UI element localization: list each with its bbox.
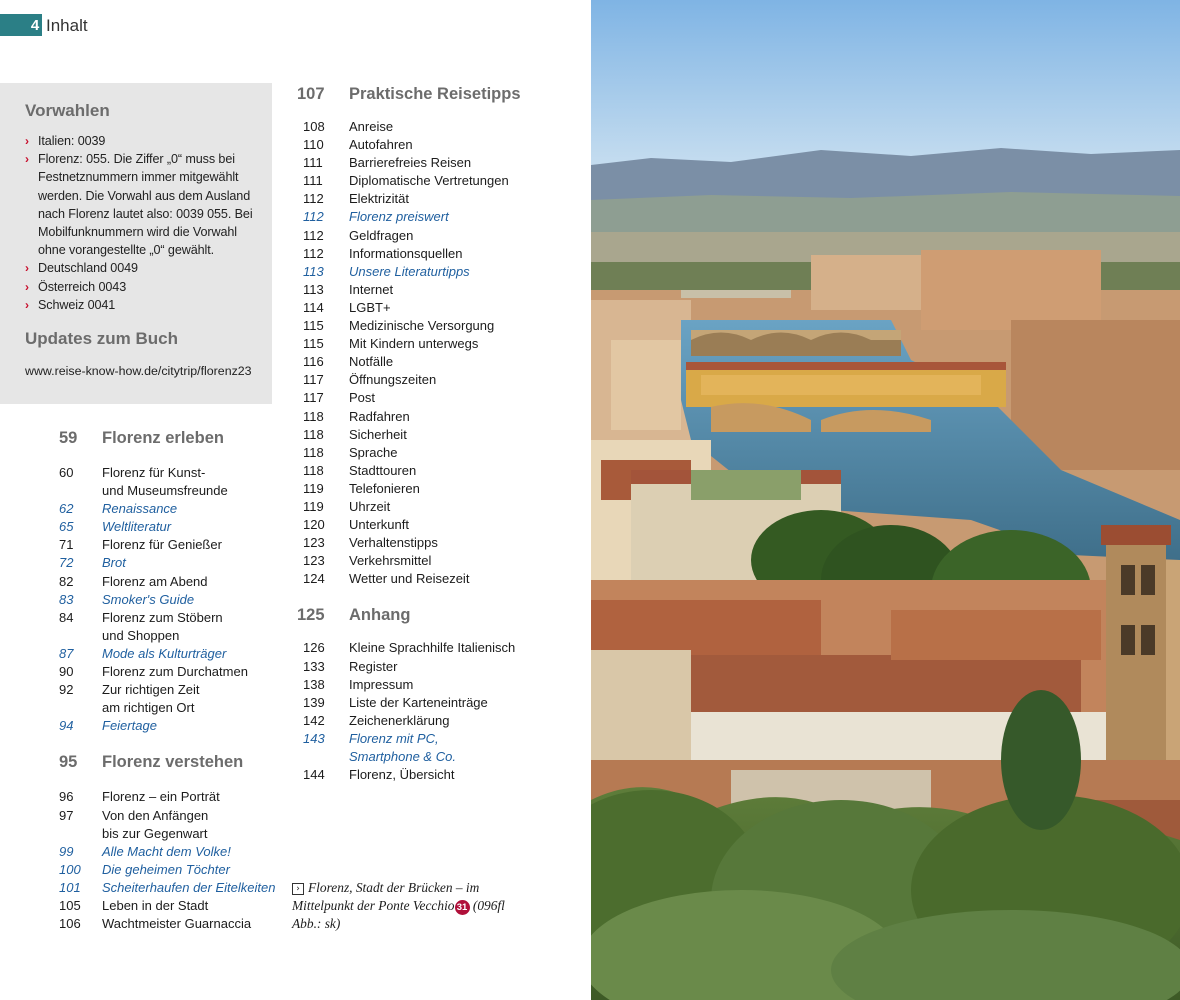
entry-title: Florenz preiswert [349, 209, 449, 225]
toc-entry[interactable] [297, 317, 567, 335]
entry-page-number: 117 [303, 390, 324, 406]
entry-page-number: 115 [303, 318, 324, 334]
entry-page-number: 105 [59, 897, 81, 913]
toc-entry[interactable] [59, 609, 289, 627]
toc-entry[interactable] [297, 426, 567, 444]
entry-page-number: 142 [303, 712, 325, 728]
entry-title: Feiertage [102, 718, 157, 734]
toc-entry[interactable] [297, 570, 567, 588]
toc-entry[interactable] [59, 536, 289, 554]
dial-code-item [25, 296, 258, 314]
toc-entry[interactable] [297, 281, 567, 299]
entry-page-number: 118 [303, 426, 324, 442]
toc-entry[interactable] [297, 480, 567, 498]
toc-entry[interactable] [297, 534, 567, 552]
dial-codes-list [25, 132, 258, 314]
entry-title: Die geheimen Töchter [102, 861, 230, 877]
entry-title: Renaissance [102, 501, 178, 517]
entry-page-number [59, 825, 102, 843]
toc-middle-column [297, 83, 567, 784]
entry-page-number: 112 [303, 209, 324, 225]
entry-page-number [59, 482, 102, 500]
toc-entry[interactable] [297, 408, 567, 426]
entry-page-number: 119 [303, 498, 324, 514]
entry-page-number: 116 [303, 354, 324, 370]
chevron-right-icon: › [25, 279, 29, 294]
entry-title: Verhaltenstipps [349, 535, 438, 551]
section-title: Florenz verstehen [102, 753, 244, 772]
entry-title: Leben in der Stadt [102, 897, 209, 913]
dial-code-item [25, 278, 258, 296]
toc-entry[interactable] [59, 807, 289, 825]
toc-entry[interactable] [59, 681, 289, 699]
entry-page-number: 120 [303, 517, 325, 533]
entry-title: Florenz für Genießer [102, 537, 222, 553]
entry-title: Alle Macht dem Volke! [102, 843, 231, 859]
entry-title: Barrierefreies Reisen [349, 155, 472, 171]
entry-title: Unterkunft [349, 517, 409, 533]
entry-page-number: 84 [59, 609, 74, 625]
toc-entry[interactable] [297, 389, 567, 407]
entry-page-number: 143 [303, 730, 325, 746]
toc-entry[interactable] [59, 788, 289, 806]
toc-feature-entry[interactable] [297, 748, 567, 766]
entry-title: bis zur Gegenwart [102, 825, 208, 841]
entry-title: Weltliteratur [102, 519, 172, 535]
toc-entry[interactable] [297, 299, 567, 317]
entry-title: Brot [102, 555, 126, 571]
entry-page-number: 123 [303, 535, 325, 551]
entry-page-number [59, 627, 102, 645]
entry-page-number: 83 [59, 591, 74, 607]
toc-feature-entry[interactable] [59, 554, 289, 572]
toc-feature-entry[interactable] [59, 591, 289, 609]
entry-page-number: 123 [303, 553, 325, 569]
toc-section-heading[interactable] [297, 83, 567, 105]
toc-feature-entry[interactable] [297, 208, 567, 226]
entry-page-number: 87 [59, 645, 74, 661]
entry-title: Wetter und Reisezeit [349, 571, 470, 587]
toc-entry[interactable] [297, 676, 567, 694]
toc-entry[interactable] [297, 227, 567, 245]
entry-page-number: 106 [59, 916, 81, 932]
florence-photo [591, 0, 1180, 1000]
entry-title: Von den Anfängen [102, 807, 209, 823]
entry-title: Autofahren [349, 137, 413, 153]
entry-page-number: 94 [59, 718, 74, 734]
entry-title: Mode als Kulturträger [102, 645, 227, 661]
dial-code-text: Florenz: 055. Die Ziffer „0“ muss bei Festnetznummern immer mitgewählt werden. Die Vorwahl aus dem Ausland nach Florenz lautet also: 0039 055. Bei Mobilfunknummern wird die Vorwahl ohne vorangestellte „0“ gewählt. [38, 152, 253, 258]
toc-feature-entry[interactable] [59, 843, 289, 861]
entry-title: Sicherheit [349, 426, 407, 442]
entry-page-number: 72 [59, 555, 74, 571]
toc-section-heading[interactable] [59, 427, 289, 449]
updates-url[interactable]: www.reise-know-how.de/citytrip/florenz23 [25, 364, 252, 379]
toc-entry[interactable] [297, 516, 567, 534]
entry-title: Verkehrsmittel [349, 553, 432, 569]
section-page-number: 107 [297, 85, 325, 103]
toc-entry[interactable] [59, 663, 289, 681]
entry-page-number: 71 [59, 537, 74, 553]
entry-title: Mit Kindern unterwegs [349, 336, 479, 352]
entry-page-number: 139 [303, 694, 325, 710]
toc-feature-entry[interactable] [59, 861, 289, 879]
dial-code-item [25, 150, 258, 259]
entry-title: und Museumsfreunde [102, 483, 228, 499]
entry-page-number: 133 [303, 658, 325, 674]
entry-title: LGBT+ [349, 299, 391, 315]
toc-feature-entry[interactable] [297, 263, 567, 281]
entry-title: Scheiterhaufen der Eitelkeiten [102, 879, 276, 895]
entry-title: Anreise [349, 119, 394, 134]
entry-page-number: 90 [59, 664, 74, 680]
entry-title: Florenz – ein Porträt [102, 789, 220, 805]
toc-entry[interactable] [297, 245, 567, 263]
entry-page-number: 97 [59, 807, 74, 823]
entry-page-number: 113 [303, 263, 324, 279]
map-marker-badge[interactable]: 31 [455, 900, 470, 915]
entry-title: Impressum [349, 676, 414, 692]
entry-page-number: 111 [303, 173, 323, 189]
entry-page-number: 118 [303, 444, 324, 460]
entry-title: am richtigen Ort [102, 700, 195, 716]
info-box [0, 83, 272, 404]
entry-title: Smoker's Guide [102, 591, 195, 607]
toc-entry[interactable] [59, 897, 289, 915]
section-title: Praktische Reisetipps [349, 85, 521, 103]
toc-feature-entry[interactable] [59, 500, 289, 518]
entry-page-number: 112 [303, 191, 324, 207]
entry-page-number: 115 [303, 336, 324, 352]
toc-entry[interactable] [297, 190, 567, 208]
dial-codes-heading: Vorwahlen [25, 101, 110, 120]
toc-feature-entry[interactable] [59, 717, 289, 735]
toc-entry[interactable] [59, 915, 289, 933]
entry-page-number: 117 [303, 372, 324, 388]
entry-page-number [297, 748, 349, 766]
entry-title: Diplomatische Vertretungen [349, 173, 509, 189]
entry-title: Florenz am Abend [102, 573, 208, 589]
entry-title: Informationsquellen [349, 245, 463, 261]
entry-title: Zur richtigen Zeit [102, 682, 200, 698]
toc-entry[interactable] [59, 464, 289, 482]
chevron-right-icon: › [25, 134, 29, 148]
chevron-right-icon: › [25, 152, 29, 167]
entry-page-number: 96 [59, 789, 74, 805]
updates-heading: Updates zum Buch [25, 329, 179, 349]
entry-title: Wachtmeister Guarnaccia [102, 916, 252, 932]
toc-entry[interactable] [297, 552, 567, 570]
toc-entry[interactable] [297, 154, 567, 172]
toc-entry[interactable] [297, 353, 567, 371]
entry-title: Öffnungszeiten [349, 372, 437, 388]
entry-page-number: 62 [59, 501, 74, 517]
entry-page-number [59, 699, 102, 717]
toc-entry[interactable] [59, 573, 289, 591]
entry-title: Radfahren [349, 408, 410, 424]
entry-page-number: 124 [303, 571, 325, 587]
dial-code-item [25, 132, 258, 150]
toc-entry[interactable] [297, 658, 567, 676]
dial-code-text: Deutschland 0049 [38, 261, 138, 276]
section-title: Florenz erleben [102, 429, 224, 447]
entry-page-number: 126 [303, 640, 325, 656]
entry-title: Smartphone & Co. [349, 749, 456, 764]
toc-entry[interactable] [297, 136, 567, 154]
entry-title: und Shoppen [102, 627, 180, 643]
entry-title: Stadttouren [349, 462, 417, 478]
toc-feature-entry[interactable] [297, 730, 567, 748]
section-page-number: 95 [59, 753, 78, 772]
entry-title: Register [349, 658, 398, 674]
toc-feature-entry[interactable] [59, 518, 289, 536]
entry-page-number: 100 [59, 861, 81, 877]
entry-title: Notfälle [349, 354, 394, 370]
toc-entry[interactable] [297, 444, 567, 462]
entry-title: Internet [349, 281, 394, 297]
entry-title: Florenz zum Durchatmen [102, 664, 248, 680]
entry-page-number: 118 [303, 462, 324, 478]
entry-page-number: 111 [303, 155, 323, 171]
entry-page-number: 112 [303, 245, 324, 261]
entry-title: Elektrizität [349, 191, 409, 207]
entry-title: Medizinische Versorgung [349, 318, 495, 334]
entry-page-number: 144 [303, 767, 325, 783]
dial-code-item [25, 259, 258, 277]
entry-title: Uhrzeit [349, 498, 391, 514]
entry-page-number: 118 [303, 408, 324, 424]
chevron-right-icon: › [25, 261, 29, 276]
photo-reference-icon: › [292, 883, 304, 895]
toc-entry[interactable] [297, 639, 567, 657]
section-page-number: 125 [297, 606, 325, 625]
toc-section-heading[interactable] [297, 604, 567, 626]
toc-feature-entry[interactable] [59, 879, 289, 897]
toc-left-column [59, 427, 289, 933]
entry-page-number: 110 [303, 137, 324, 153]
entry-title: Geldfragen [349, 227, 414, 243]
toc-entry[interactable] [297, 694, 567, 712]
entry-title: Telefonieren [349, 480, 420, 496]
section-page-number: 59 [59, 429, 78, 447]
entry-title: Florenz mit PC, [349, 730, 439, 746]
entry-page-number: 65 [59, 519, 74, 535]
toc-entry[interactable] [59, 699, 289, 717]
entry-title: Liste der Karteneinträge [349, 694, 488, 710]
toc-entry[interactable] [297, 712, 567, 730]
entry-page-number: 101 [59, 879, 81, 895]
entry-page-number: 113 [303, 281, 324, 297]
entry-page-number: 60 [59, 465, 74, 480]
entry-page-number: 138 [303, 676, 325, 692]
entry-title: Florenz für Kunst- [102, 465, 206, 480]
entry-title: Zeichenerklärung [349, 712, 450, 728]
toc-entry[interactable] [297, 335, 567, 353]
toc-entry[interactable] [59, 482, 289, 500]
caption-text: Florenz, Stadt der Brücken – im Mittelpunkt der Ponte Vecchio [292, 880, 480, 913]
entry-title: Florenz zum Stöbern [102, 609, 223, 625]
toc-feature-entry[interactable] [59, 645, 289, 663]
chevron-right-icon: › [25, 297, 29, 312]
section-title: Anhang [349, 606, 411, 625]
entry-page-number: 99 [59, 843, 74, 859]
toc-entry[interactable] [297, 766, 567, 784]
caption-credit: (096fl Abb.: sk) [292, 898, 505, 931]
toc-entry[interactable] [59, 825, 289, 843]
page-number: 4 [30, 17, 40, 34]
toc-entry[interactable] [297, 118, 567, 136]
entry-title: Florenz, Übersicht [349, 767, 455, 783]
toc-entry[interactable] [297, 172, 567, 190]
dial-code-text: Italien: 0039 [38, 134, 106, 148]
toc-entry[interactable] [297, 462, 567, 480]
toc-entry[interactable] [297, 498, 567, 516]
photo-caption [292, 879, 512, 933]
entry-page-number: 82 [59, 573, 74, 589]
entry-page-number: 108 [303, 119, 325, 134]
page-title: Inhalt [46, 16, 88, 35]
entry-page-number: 92 [59, 682, 74, 698]
dial-code-text: Österreich 0043 [38, 279, 127, 294]
toc-entry[interactable] [297, 371, 567, 389]
entry-page-number: 114 [303, 299, 324, 315]
entry-page-number: 112 [303, 227, 324, 243]
entry-title: Sprache [349, 444, 398, 460]
dial-code-text: Schweiz 0041 [38, 297, 116, 312]
toc-section-heading[interactable] [59, 751, 289, 773]
entry-title: Post [349, 390, 376, 406]
toc-entry[interactable] [59, 627, 289, 645]
entry-title: Kleine Sprachhilfe Italienisch [349, 640, 516, 656]
entry-page-number: 119 [303, 480, 324, 496]
entry-title: Unsere Literaturtipps [349, 263, 470, 279]
